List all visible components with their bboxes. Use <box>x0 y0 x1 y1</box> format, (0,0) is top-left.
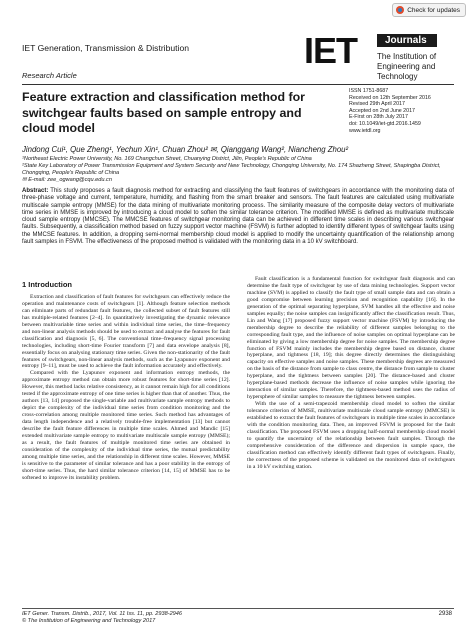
left-column <box>22 282 230 482</box>
section-heading: 1 Introduction <box>22 280 72 289</box>
check-for-updates-label: Check for updates <box>407 6 460 14</box>
meta-doi[interactable]: doi: 10.1049/iet-gtd.2016.1459 <box>349 120 421 127</box>
meta-received: Received on 12th September 2016 <box>349 94 431 101</box>
check-for-updates-button[interactable] <box>392 3 466 17</box>
meta-efirst: E-First on 28th July 2017 <box>349 114 408 121</box>
paragraph: With the use of a semi-trapezoid membership cloud model to soften the similar tolerance criterion of MMSE, multivariate multiscale cloud sample entropy (MMCSE) is established to extract the fault features of switchgears in multiple time scales in accordance with the condition monitoring data. Then, an improved FSVM is proposed for the fault classification. The proposed FSVM uses a dropping half-normal membership cloud model to quantify the uncertainty of the relationship between fault samples. Through the comprehensive consideration of the difference and dispersion in sample space, the classification method can effectively identify different fault types of switchgears. Finally, the correctness of the proposed scheme is validated on the monitored data of switchgears in a 10 kV switching station. <box>247 401 455 470</box>
abstract <box>22 188 454 246</box>
journal-name: IET Generation, Transmission & Distribution <box>22 43 190 53</box>
crossmark-icon <box>396 6 404 14</box>
right-column <box>247 276 455 471</box>
footer <box>22 611 182 625</box>
header-divider <box>22 84 454 85</box>
meta-accepted: Accepted on 2nd June 2017 <box>349 107 415 114</box>
page-number: 2938 <box>438 611 452 617</box>
institution-name <box>377 52 454 82</box>
institution-line-1: The Institution of <box>377 52 437 61</box>
institution-line-2: Engineering and Technology <box>377 62 436 81</box>
meta-revised: Revised 29th April 2017 <box>349 101 405 108</box>
author-list: Jindong Cui¹, Que Zheng¹, Yechun Xin¹, Chuan Zhou² ✉, Qianggang Wang², Niancheng Zhou² <box>22 145 349 154</box>
journals-badge: Journals <box>377 34 437 47</box>
affiliation-1: ¹Northeast Electric Power University, No. 169 Changchun Street, Chuanying District, Jilin, People's Republic of China <box>22 156 312 162</box>
abstract-text: This study proposes a fault diagnosis method for extracting and classifying the fault features of switchgears in accordance with the monitoring data of three-phase voltage and current, temperature, humidity, and flashing from the smart breaker and sensors. The fault features are calculated using multivariate multiscale sample entropy (MMSE) for the data mining of multivariate monitoring process. The similarity measure of the composite delay vectors of multivariate time series in MMSE is improved by introducing a cloud model to soften the similar tolerance criterion. The modified MMSE is defined as multivariate multiscale cloud sample entropy (MMCSE). The MMCSE features of switchgear monitoring data can be achieved in different time scales in describing various switchgear faults. Subsequently, a classification method based on fuzzy support vector machine (FSVM) is further adopted to identify different types of switchgear faults using the MMCSE features. In addition, a dropping semi-normal membership cloud model is applied to modify the uncertainty quantification of the relationship among fault samples in FSVM. The effectiveness of the proposed method is validated with the monitoring data in a 10 kV switchboard. <box>22 188 455 246</box>
paragraph: Extraction and classification of fault features for switchgears can effectively reduce the operation and maintenance costs of switchgears [1]. Although feature selection methods can eliminate parts of redundant fault features, the collected subset of fault features still has multiple-related features [2–4]. In quantitatively investigating the dynamic relevance between multivariable time series and within individual time series, the time–frequency and non-linear analysis methods should be used to extract and analyse the features for fault classification and diagnosis [5, 6]. The conventional time–frequency signal processing technologies, including short-time Fourier transform [7] and data envelope analysis [8], essentially focus on analysing stationary time series. Given the non-stationarity of the fault features of switchgears, non-linear analysis methods, such as the Lyapunov exponent and entropy [9–11], must be used to achieve the fault information accurately and effectively. <box>22 293 230 370</box>
footer-citation: IET Gener. Transm. Distrib., 2017, Vol. 11 Iss. 11, pp. 2938-2946 <box>22 611 183 617</box>
footer-divider <box>22 608 454 609</box>
paragraph: Compared with the Lyapunov exponent and information entropy methods, the approximate entropy method can obtain more robust features for short-time series [12]. However, this method lacks relative consistency, as it cannot remain high for all conditions tested if the approximate entropy of one time series is higher than that of another. Thus, the authors [13, 14] proposed the single-variable and multivariate sample entropy methods to depict the complexity of the individual time series from condition monitoring and the cross-correlation among multiple monitored time series. Such method has advantages of data length independence and a relatively trouble-free implementation [13] but cannot describe the fault feature differences in multiple time scales. Ahmed and Mandic [15] extended multivariate sample entropy to multivariate multiscale sample entropy (MMSE); as a result, the fault features of multiple monitored time series are obtained in consideration of the complexity of the individual time series, the mutual predictability among multiple time series, and the relationship in different time scales. However, MMSE is sensitive to the parameter of similar tolerance and has a poor stability in the entropy of short-time series. Thus, the hard similar tolerance criterion [14, 15] of MMSE has to be softened to improve its instability problem. <box>22 370 230 481</box>
affiliations <box>22 156 462 184</box>
publication-metadata <box>349 88 431 134</box>
iet-logo <box>304 30 454 81</box>
paper-title: Feature extraction and classification method for switchgear faults based on sample entropy and cloud model <box>22 90 305 135</box>
meta-website[interactable]: www.ietdl.org <box>349 127 381 134</box>
iet-wordmark: IET <box>304 30 358 71</box>
affiliation-2: ²State Key Laboratory of Power Transmission Equipment and System Security and New Technology, Chongqing University, No. 174 Shazheng Street, Shapingba District, Chongqing, People's Republic of China <box>22 163 441 176</box>
corresponding-email[interactable]: ✉ E-mail: zee_ogwang@cqu.edu.cn <box>22 177 112 183</box>
paragraph: Fault classification is a fundamental function for switchgear fault diagnosis and can determine the fault type of switchgear by use of data mining technologies. Support vector machine (SVM) is applied to classify the fault type of small sample data and can obtain a good compromise between learning precision and recognition capability [16]. In the generation of the optimal separating hyperplane, SVM handles all the effective and noise samples equally; the noise samples can insignificantly affect the classification result. Thus, Lin and Wang [17] proposed fuzzy support vector machine (FSVM) by introducing the membership degree to describe the reliability of different samples belonging to the corresponding fault type, and the influence of noise samples on optimal hyperplane can be eliminated by giving a low membership degree for noise samples. The membership degree function of FSVM mainly includes the membership degree based on distance, cluster hyperplane, and tightness [18, 19]; this degree directly determines the distinguishing capacity on effective samples and noise samples. These membership degrees are measured on the basis of the distance from sample to class centre, the distance from sample to cluster hyperplane, and the tightness between samples [20]. The distance-based and cluster hyperplane-based methods decrease the influence of noise samples while ignoring the interaction of similar samples. Therefore, the tightness-based method uses the radius of hypersphere of similar samples to measure the tightness between samples. <box>247 276 455 401</box>
meta-issn: ISSN 1751-8687 <box>349 88 389 94</box>
article-type: Research Article <box>22 71 77 80</box>
abstract-label: Abstract: <box>22 188 49 194</box>
footer-copyright: © The Institution of Engineering and Technology 2017 <box>22 618 156 624</box>
